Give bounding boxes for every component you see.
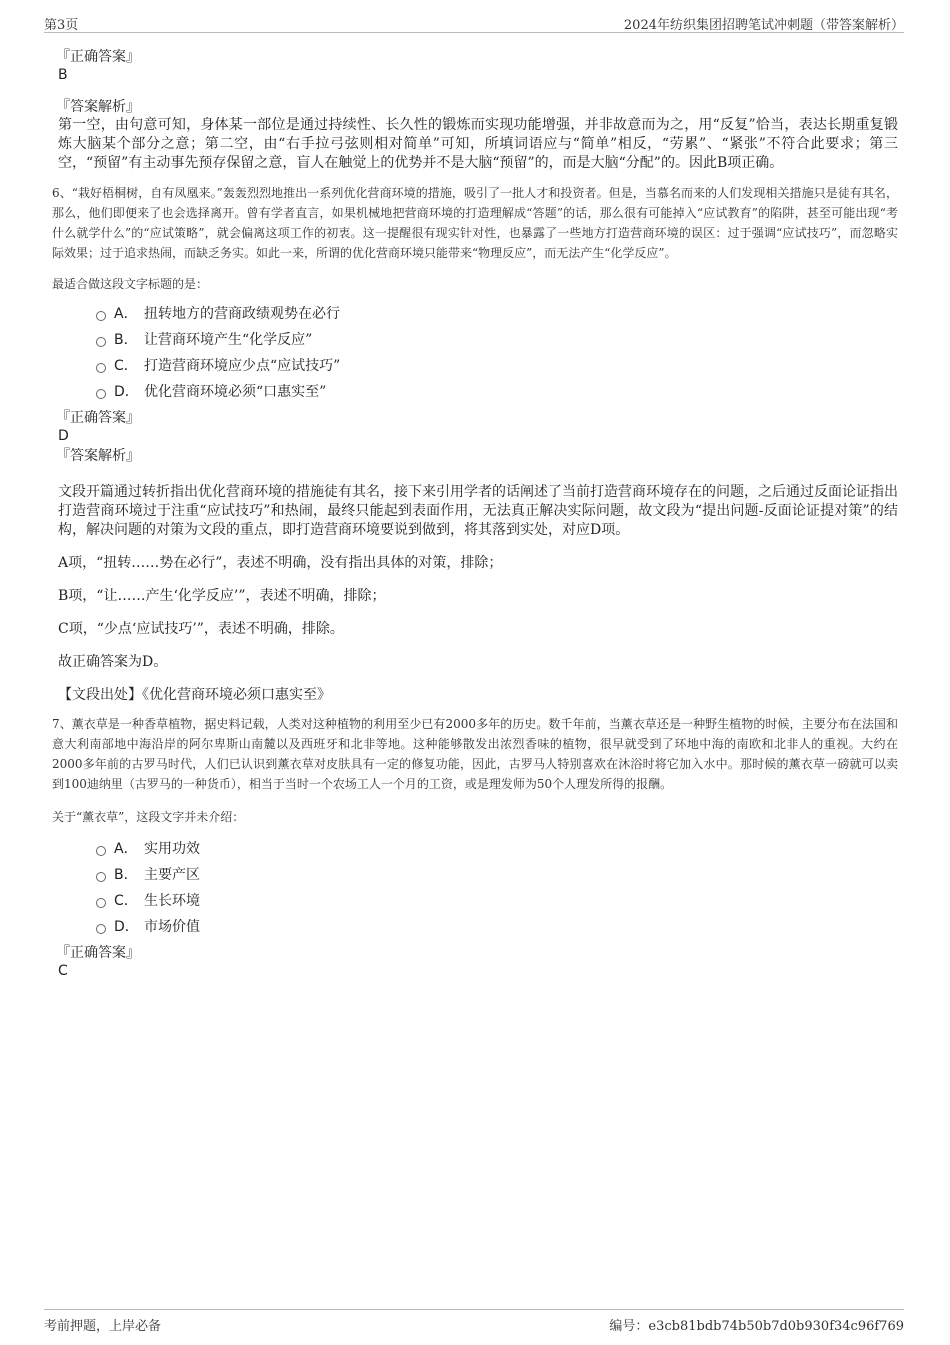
q7-option-d[interactable]: D． 市场价值 bbox=[96, 918, 898, 936]
q5-analysis-label: 『答案解析』 bbox=[56, 99, 140, 115]
q6-analysis-b: B项，“让……产生‘化学反应’”，表述不明确，排除； bbox=[58, 588, 386, 604]
q6-option-b[interactable]: B． 让营商环境产生“化学反应” bbox=[96, 331, 898, 349]
q6-source: 【文段出处】《优化营商环境必须口惠实至》 bbox=[58, 687, 331, 703]
q7-option-c[interactable]: C． 生长环境 bbox=[96, 892, 898, 910]
radio-icon[interactable] bbox=[96, 363, 106, 373]
q6-answer-label: 『正确答案』 bbox=[56, 410, 140, 426]
q5-analysis: 第一空，由句意可知，身体某一部位是通过持续性、长久性的锻炼而实现功能增强，并非故意而为之，用“反复”恰当，表达长期重复锻炼大脑某个部分之意；第二空，由“右手拉弓弦则相对简单”可知，所填词语应与“简单”相反，“劳累”、“紧张”不符合此要求；第三空，“预留”有主动事先预存保留之意，盲人在触觉上的优势并不是大脑“预留”的，而是大脑“分配”的。因此B项正确。 bbox=[58, 117, 898, 171]
page-content bbox=[52, 48, 898, 994]
footer-code: 编号：e3cb81bdb74b50b7d0b930f34c96f769 bbox=[609, 1319, 904, 1334]
q5-answer-label: 『正确答案』 bbox=[56, 49, 140, 65]
q6-analysis-label: 『答案解析』 bbox=[56, 448, 140, 464]
radio-icon[interactable] bbox=[96, 846, 106, 856]
footer-slogan: 考前押题，上岸必备 bbox=[44, 1319, 162, 1334]
q7-option-b[interactable]: B． 主要产区 bbox=[96, 866, 898, 884]
page-number: 第3页 bbox=[44, 18, 79, 33]
radio-icon[interactable] bbox=[96, 389, 106, 399]
radio-icon[interactable] bbox=[96, 924, 106, 934]
q6-analysis-c: C项，“少点‘应试技巧’”，表述不明确，排除。 bbox=[58, 621, 344, 637]
q6-option-a[interactable]: A． 扭转地方的营商政绩观势在必行 bbox=[96, 305, 898, 323]
radio-icon[interactable] bbox=[96, 898, 106, 908]
q7-option-a[interactable]: A． 实用功效 bbox=[96, 840, 898, 858]
q7-prompt: 关于“薰衣草”，这段文字并未介绍： bbox=[52, 810, 245, 824]
radio-icon[interactable] bbox=[96, 337, 106, 347]
page-header bbox=[44, 12, 904, 33]
q6-option-c[interactable]: C． 打造营商环境应少点“应试技巧” bbox=[96, 357, 898, 375]
q7-text: 7、薰衣草是一种香草植物，据史料记载，人类对这种植物的利用至少已有2000多年的历史。数千年前，当薰衣草还是一种野生植物的时候，主要分布在法国和意大利南部地中海沿岸的阿尔卑斯山南麓以及西班牙和北非等地。这种能够散发出浓烈香味的植物，很早就受到了环地中海的南欧和北非人的重视。大约在2000多年前的古罗马时代，人们已认识到薰衣草对皮肤具有一定的修复功能，因此，古罗马人特别喜欢在沐浴时将它加入水中。那时候的薰衣草一磅就可以卖到100迪纳里（古罗马的一种货币），相当于当时一个农场工人一个月的工资，或是理发师为50个人理发所得的报酬。 bbox=[52, 717, 898, 791]
q7-options bbox=[56, 840, 898, 936]
q6-text: 6、“栽好梧桐树，自有凤凰来。”轰轰烈烈地推出一系列优化营商环境的措施，吸引了一批人才和投资者。但是，当慕名而来的人们发现相关措施只是徒有其名，那么，他们即便来了也会选择离开。曾有学者直言，如果机械地把营商环境的打造理解成“答题”的话，那么很有可能掉入“应试教育”的陷阱，甚至可能出现“考什么就学什么”的“应试策略”，就会偏离这项工作的初衷。这一提醒很有现实针对性，也暴露了一些地方打造营商环境的误区：过于强调“应试技巧”，而忽略实际效果；过于追求热闹，而缺乏务实。如此一来，所谓的优化营商环境只能带来“物理反应”，而无法产生“化学反应”。 bbox=[52, 186, 898, 260]
q5-answer: B bbox=[58, 67, 68, 83]
radio-icon[interactable] bbox=[96, 872, 106, 882]
q6-analysis-a: A项，“扭转……势在必行”，表述不明确，没有指出具体的对策，排除； bbox=[58, 555, 503, 571]
q6-prompt: 最适合做这段文字标题的是： bbox=[52, 277, 209, 291]
q6-conclusion: 故正确答案为D。 bbox=[58, 654, 168, 670]
radio-icon[interactable] bbox=[96, 311, 106, 321]
page-footer bbox=[44, 1309, 904, 1334]
document-title: 2024年纺织集团招聘笔试冲刺题（带答案解析） bbox=[623, 18, 904, 33]
q6-option-d[interactable]: D． 优化营商环境必须“口惠实至” bbox=[96, 383, 898, 401]
q6-answer: D bbox=[58, 428, 69, 444]
q6-analysis-main: 文段开篇通过转折指出优化营商环境的措施徒有其名，接下来引用学者的话阐述了当前打造营商环境存在的问题，之后通过反面论证指出打造营商环境过于注重“应试技巧”和热闹，最终只能起到表面作用，无法真正解决实际问题，故文段为“提出问题-反面论证提对策”的结构，解决问题的对策为文段的重点，即打造营商环境要说到做到，将其落到实处，对应D项。 bbox=[58, 484, 898, 538]
q7-answer: C bbox=[58, 963, 68, 979]
q7-answer-label: 『正确答案』 bbox=[56, 945, 140, 961]
q6-options bbox=[56, 305, 898, 401]
